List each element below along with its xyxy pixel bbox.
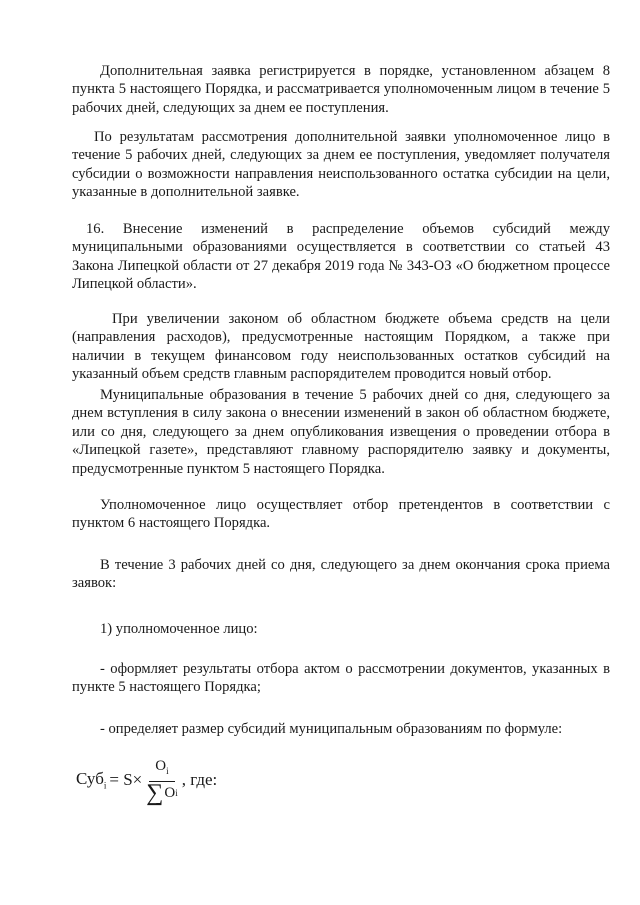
- paragraph-item-16: 16. Внесение изменений в распределение объемов субсидий между муниципальными образованиями осуществляется в соответствии со статьей 43 Закона Липецкой области от 27 декабря 2019 года № 343-ОЗ «О бюджетном процессе Липецкой области».: [72, 221, 610, 293]
- paragraph-authorized-person: 1) уполномоченное лицо:: [100, 621, 258, 637]
- paragraph-municipal-applications: Муниципальные образования в течение 5 рабочих дней со дня, следующего за днем вступления в силу закона о внесении изменений в закон об областном бюджете, или со дня, следующего за днем опубликования извещения о проведении отбора в «Липецкой газете», представляют главному распорядителю заявку и документы, предусмотренные пунктом 5 настоящего Порядка.: [72, 387, 610, 477]
- formula-fraction: [146, 756, 177, 804]
- paragraph-additional-application: Дополнительная заявка регистрируется в порядке, установленном абзацем 8 пункта 5 настоящего Порядка, и рассматривается уполномоченным лицом в течение 5 рабочих дней, следующих за днем ее поступления.: [72, 63, 610, 116]
- subsidy-formula: [76, 756, 217, 804]
- paragraph-draw-up-results: - оформляет результаты отбора актом о рассмотрении документов, указанных в пункте 5 настоящего Порядка;: [72, 661, 610, 696]
- paragraph-determine-formula: - определяет размер субсидий муниципальным образованиям по формуле:: [100, 721, 563, 737]
- paragraph-budget-increase: При увеличении законом об областном бюджете объема средств на цели (направления расходов), предусмотренные настоящим Порядком, а также при наличии в текущем финансовом году неиспользованных остатков субсидий на указанный объем средств главным распорядителем проводится новый отбор.: [72, 311, 610, 383]
- formula-suffix: , где:: [181, 770, 218, 789]
- paragraph-selection: Уполномоченное лицо осуществляет отбор претендентов в соответствии с пунктом 6 настоящего Порядка.: [72, 497, 610, 532]
- paragraph-three-days: В течение 3 рабочих дней со дня, следующего за днем окончания срока приема заявок:: [72, 557, 610, 592]
- formula-numerator: $O_i$: [149, 756, 174, 782]
- paragraph-review-results: По результатам рассмотрения дополнительной заявки уполномоченное лицо в течение 5 рабочих дней, следующих за днем ее поступления, уведомляет получателя субсидии о возможности направления неиспользованного остатка субсидии на цели, указанные в дополнительной заявке.: [72, 129, 610, 201]
- formula-denominator: ∑ O i: [146, 780, 178, 806]
- formula-equals: = S×: [109, 770, 143, 789]
- formula-lhs: Суб$_i$: [76, 769, 107, 791]
- sigma-symbol: ∑: [146, 780, 164, 806]
